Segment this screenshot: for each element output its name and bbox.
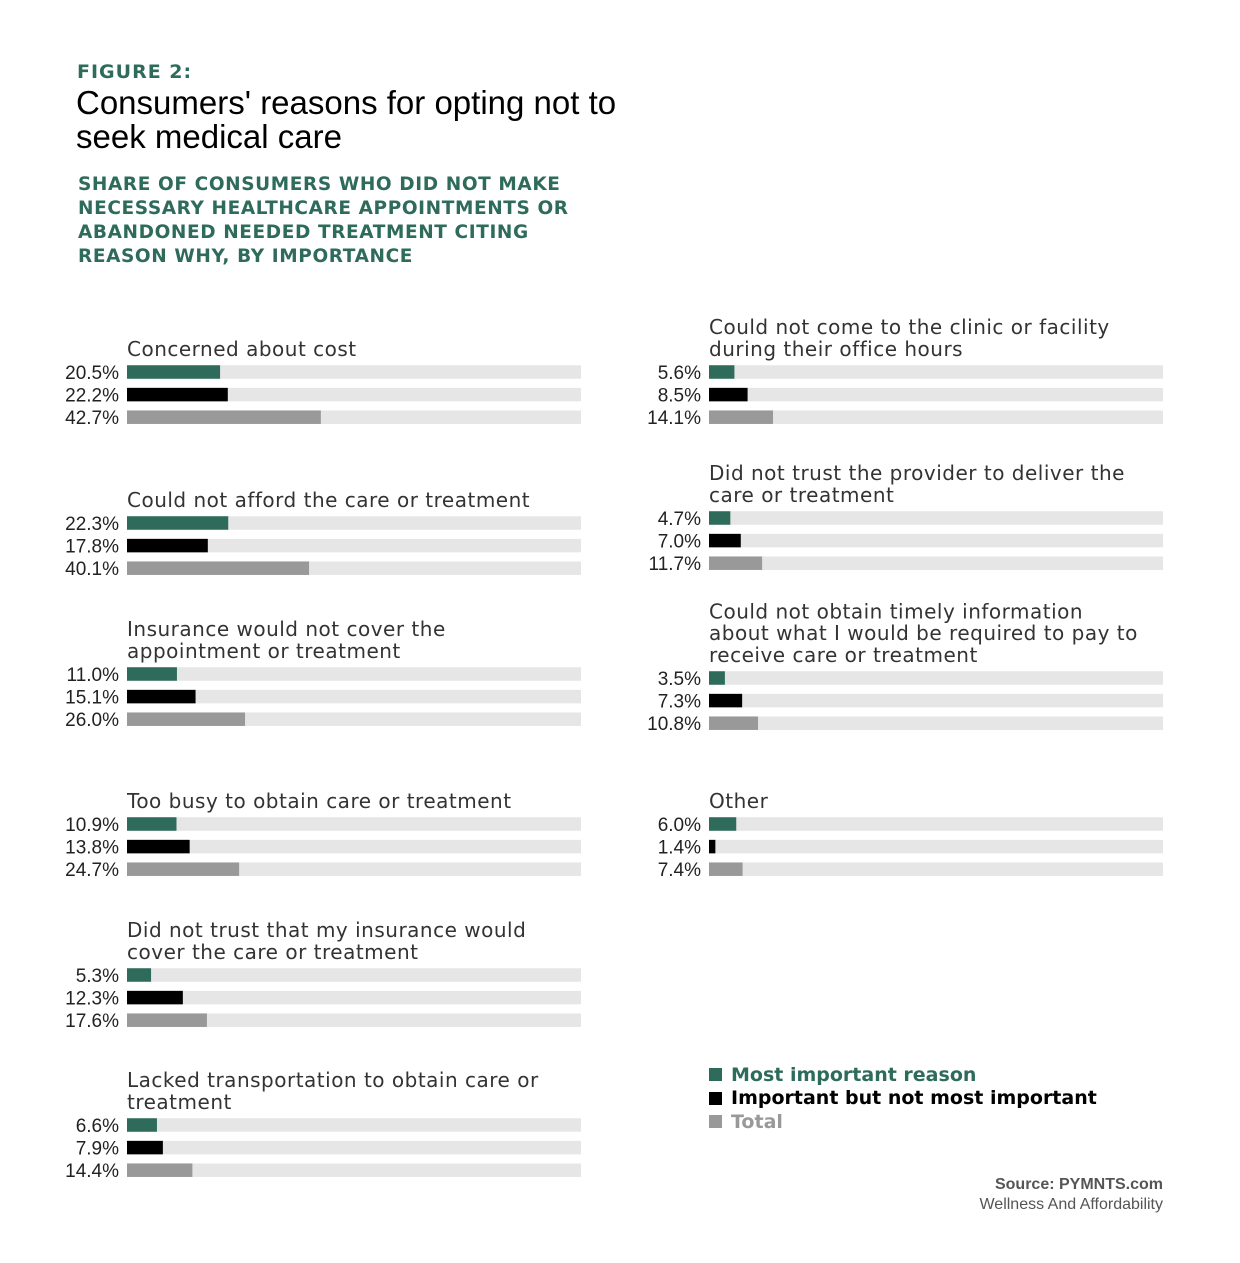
bar-group bbox=[65, 789, 581, 881]
bar-most-important bbox=[127, 365, 220, 379]
bar-most-important bbox=[127, 968, 151, 982]
category-label: during their office hours bbox=[709, 337, 964, 361]
category-label: cover the care or treatment bbox=[127, 940, 419, 964]
bar-most-important bbox=[127, 817, 176, 831]
bar-track bbox=[709, 862, 1163, 876]
bar-total bbox=[127, 1013, 207, 1026]
legend-label-total: Total bbox=[731, 1110, 783, 1133]
bar-track bbox=[709, 694, 1163, 708]
value-label: 7.9% bbox=[75, 1138, 119, 1160]
bar-most-important bbox=[709, 365, 734, 379]
value-label: 11.7% bbox=[648, 554, 701, 576]
category-label: Too busy to obtain care or treatment bbox=[127, 789, 512, 813]
bar-most-important bbox=[127, 516, 228, 530]
legend-swatch-total bbox=[709, 1115, 722, 1128]
category-label: Could not come to the clinic or facility bbox=[709, 315, 1110, 340]
value-label: 7.4% bbox=[657, 860, 701, 882]
category-label: Could not afford the care or treatment bbox=[127, 488, 531, 512]
bar-most-important bbox=[127, 1118, 157, 1132]
bar-track bbox=[709, 817, 1163, 831]
category-label: Insurance would not cover the bbox=[127, 617, 446, 642]
legend-item-most-important bbox=[709, 1063, 1097, 1087]
value-label: 17.6% bbox=[65, 1011, 119, 1033]
value-label: 12.3% bbox=[65, 988, 119, 1010]
value-label: 22.3% bbox=[65, 514, 119, 535]
bar-group bbox=[65, 337, 581, 429]
category-label: treatment bbox=[127, 1090, 232, 1114]
bar-track bbox=[709, 388, 1163, 402]
category-label: care or treatment bbox=[709, 483, 895, 507]
category-label: Concerned about cost bbox=[127, 337, 357, 361]
category-label: Lacked transportation to obtain care or bbox=[127, 1068, 539, 1093]
category-label: about what I would be required to pay to bbox=[709, 621, 1138, 646]
value-label: 24.7% bbox=[65, 860, 119, 882]
bar-group bbox=[65, 617, 581, 731]
category-label: Could not obtain timely information bbox=[709, 599, 1084, 624]
value-label: 14.4% bbox=[65, 1161, 119, 1183]
figure-label: FIGURE 2: bbox=[77, 61, 193, 83]
bar-important-not-most bbox=[127, 1141, 163, 1155]
bar-track bbox=[127, 1163, 581, 1177]
value-label: 20.5% bbox=[65, 363, 119, 384]
legend-label-important-not-most: Important but not most important bbox=[731, 1087, 1097, 1110]
bar-track bbox=[127, 991, 581, 1005]
bar-total bbox=[709, 556, 762, 570]
value-label: 1.4% bbox=[657, 837, 701, 859]
source-subtitle: Wellness And Affordability bbox=[979, 1196, 1163, 1213]
value-label: 8.5% bbox=[657, 385, 701, 407]
bar-track bbox=[709, 556, 1163, 570]
bar-important-not-most bbox=[709, 534, 741, 548]
legend-item-total bbox=[709, 1110, 1097, 1134]
value-label: 26.0% bbox=[65, 710, 119, 732]
bar-total bbox=[709, 410, 773, 424]
bar-group bbox=[647, 599, 1163, 735]
legend-item-important-not-most bbox=[709, 1087, 1097, 1111]
category-label: Did not trust that my insurance would bbox=[127, 918, 527, 943]
bar-group bbox=[658, 789, 1163, 881]
value-label: 5.6% bbox=[657, 363, 701, 384]
bar-group bbox=[65, 918, 581, 1032]
value-label: 7.0% bbox=[657, 531, 701, 553]
bar-important-not-most bbox=[127, 991, 183, 1005]
value-label: 4.7% bbox=[657, 509, 701, 530]
legend-label-most-important: Most important reason bbox=[731, 1063, 977, 1086]
bar-track bbox=[127, 968, 581, 982]
category-label: appointment or treatment bbox=[127, 639, 401, 663]
chart-title: Consumers' reasons for opting not to seek medical care bbox=[76, 84, 617, 155]
value-label: 5.3% bbox=[75, 966, 119, 987]
value-label: 6.0% bbox=[657, 815, 701, 836]
bar-track bbox=[127, 1141, 581, 1155]
bar-total bbox=[127, 1163, 192, 1177]
bar-important-not-most bbox=[709, 840, 715, 854]
bar-total bbox=[127, 410, 321, 424]
bar-most-important bbox=[127, 667, 177, 681]
value-label: 11.0% bbox=[66, 665, 119, 686]
bar-important-not-most bbox=[709, 388, 748, 402]
bar-total bbox=[127, 862, 239, 876]
bar-important-not-most bbox=[127, 539, 208, 553]
bar-track bbox=[127, 817, 581, 831]
value-label: 42.7% bbox=[65, 408, 119, 430]
bar-group bbox=[65, 1068, 581, 1182]
value-label: 22.2% bbox=[65, 385, 119, 407]
bar-group bbox=[65, 488, 581, 580]
value-label: 7.3% bbox=[657, 691, 701, 713]
legend bbox=[709, 1063, 1097, 1134]
bar-track bbox=[709, 410, 1163, 424]
bar-most-important bbox=[709, 671, 725, 685]
bar-total bbox=[709, 862, 743, 876]
bar-track bbox=[709, 840, 1163, 854]
value-label: 17.8% bbox=[65, 536, 119, 558]
value-label: 13.8% bbox=[65, 837, 119, 859]
bar-track bbox=[709, 534, 1163, 548]
legend-swatch-important-not-most bbox=[709, 1092, 722, 1105]
value-label: 15.1% bbox=[65, 687, 119, 709]
bar-track bbox=[709, 365, 1163, 379]
category-label: receive care or treatment bbox=[709, 643, 978, 667]
category-label: Did not trust the provider to deliver the bbox=[709, 461, 1125, 486]
value-label: 10.9% bbox=[65, 815, 119, 836]
bar-track bbox=[709, 671, 1163, 685]
bar-group bbox=[647, 315, 1163, 429]
value-label: 10.8% bbox=[647, 714, 701, 736]
bar-group bbox=[649, 461, 1163, 575]
category-label: Other bbox=[709, 789, 769, 813]
bar-track bbox=[127, 840, 581, 854]
bar-total bbox=[709, 716, 758, 730]
source-title: Source: PYMNTS.com bbox=[994, 1176, 1163, 1193]
bar-total bbox=[127, 712, 245, 726]
bar-total bbox=[127, 561, 309, 575]
bar-important-not-most bbox=[127, 840, 190, 854]
value-label: 3.5% bbox=[657, 669, 701, 690]
bar-most-important bbox=[709, 817, 736, 831]
bar-track bbox=[127, 1118, 581, 1132]
bar-track bbox=[709, 511, 1163, 525]
legend-swatch-most-important bbox=[709, 1068, 722, 1081]
chart-subtitle: SHARE OF CONSUMERS WHO DID NOT MAKE NECESSARY HEALTHCARE APPOINTMENTS OR ABANDONED NEEDED TREATMENT CITING REASON WHY, BY IMPORTANCE bbox=[78, 174, 569, 267]
value-label: 40.1% bbox=[65, 559, 119, 581]
bar-important-not-most bbox=[127, 690, 196, 704]
value-label: 14.1% bbox=[647, 408, 701, 430]
bar-important-not-most bbox=[709, 694, 742, 708]
bar-track bbox=[127, 667, 581, 681]
bar-important-not-most bbox=[127, 388, 228, 402]
bar-track bbox=[709, 716, 1163, 730]
value-label: 6.6% bbox=[75, 1116, 119, 1137]
source-note bbox=[979, 1175, 1163, 1215]
bar-most-important bbox=[709, 511, 730, 525]
